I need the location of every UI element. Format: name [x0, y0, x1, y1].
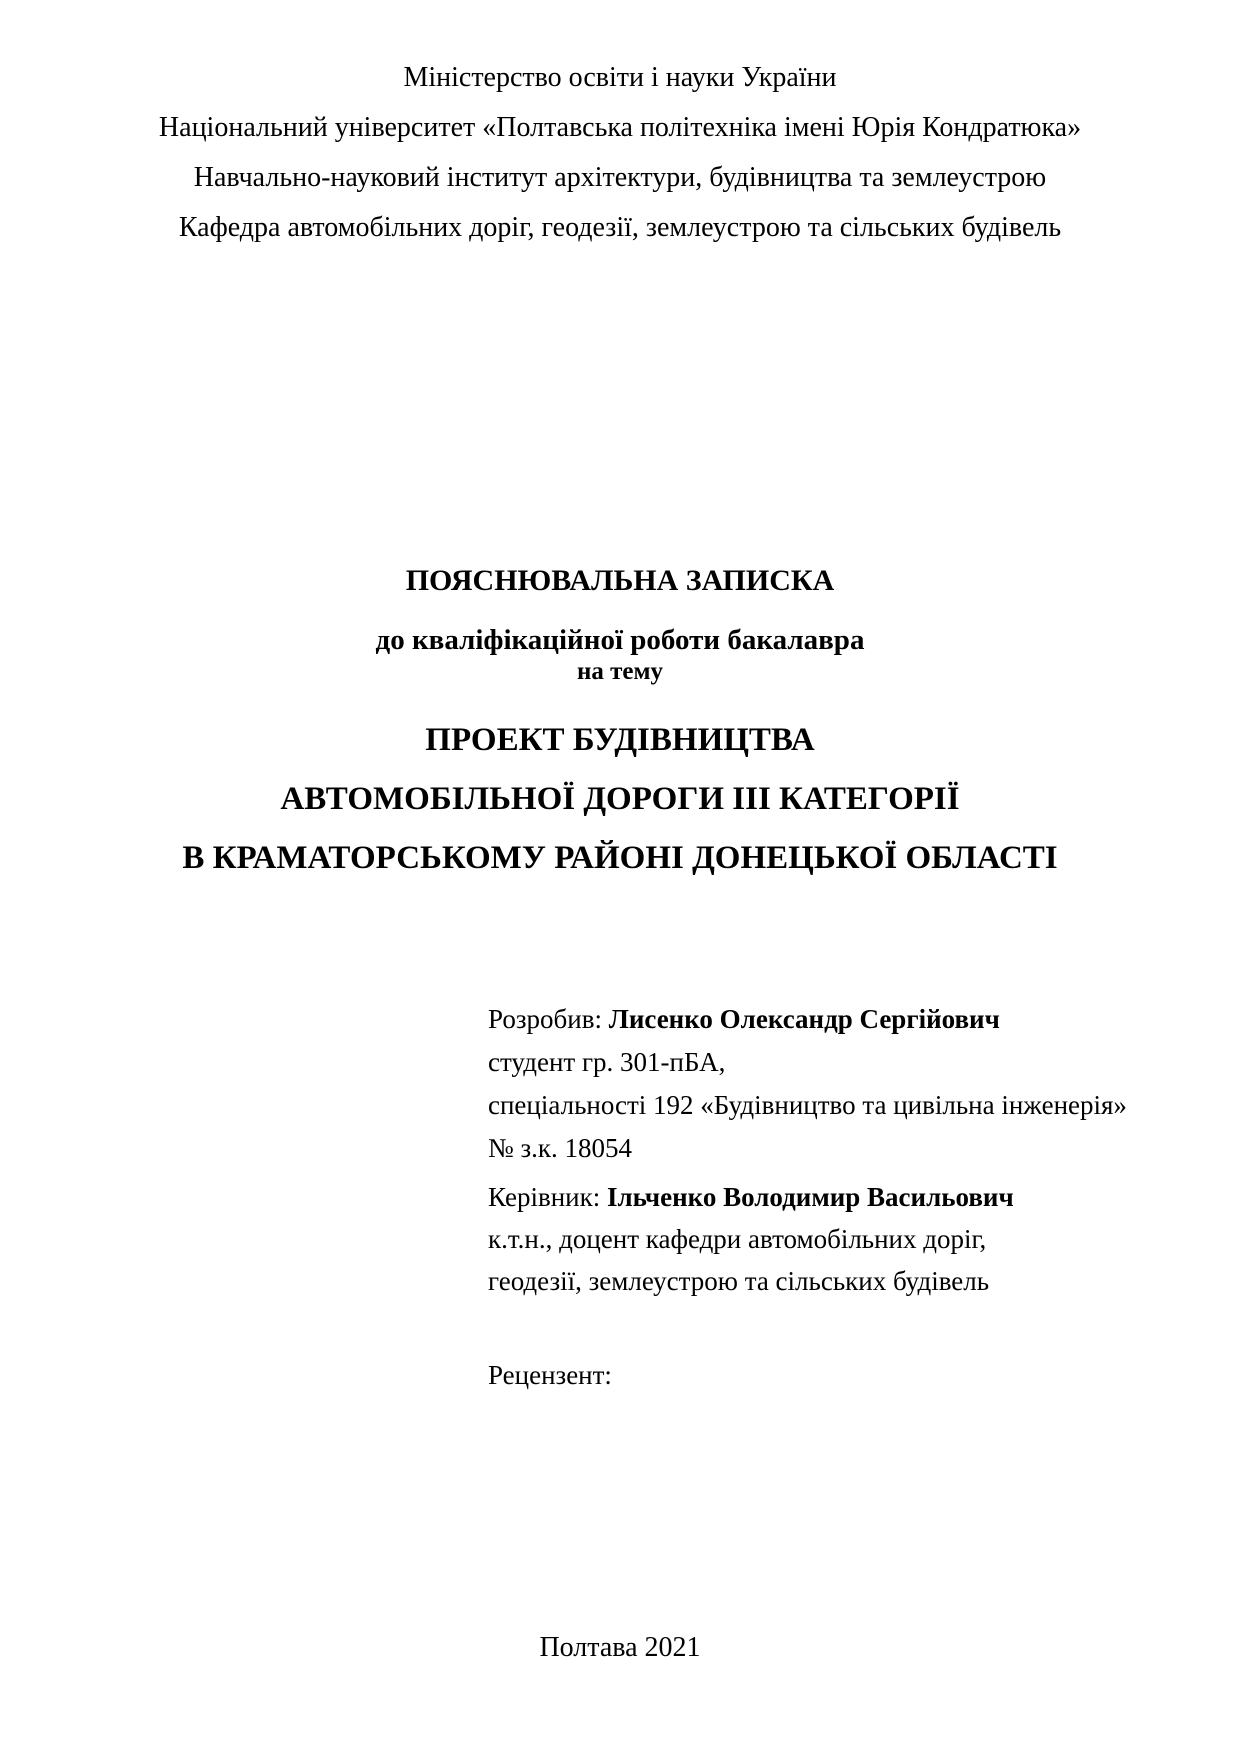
author-record-book: № з.к. 18054 — [488, 1133, 633, 1163]
ministry-name: Міністерство освіти і науки України — [403, 62, 837, 93]
document-type: ПОЯСНЮВАЛЬНА ЗАПИСКА — [405, 564, 835, 597]
author-group: студент гр. 301-пБА, — [488, 1047, 726, 1077]
city-year: Полтава 2021 — [539, 1632, 701, 1663]
supervisor-position-1: к.т.н., доцент кафедри автомобільних доріг, — [488, 1224, 987, 1254]
supervisor-name: Ільченко Володимир Васильович — [606, 1182, 1014, 1212]
author-line — [488, 1006, 1000, 1033]
document-subtitle: до кваліфікаційної роботи бакалавра — [375, 624, 865, 656]
supervisor-position-2: геодезії, землеустрою та сільських будівель — [488, 1266, 990, 1296]
topic-line-2: АВТОМОБІЛЬНОЇ ДОРОГИ ІІІ КАТЕГОРІЇ — [280, 781, 960, 817]
reviewer-label: Рецензент: — [488, 1360, 612, 1390]
university-name: Національний університет «Полтавська політехніка імені Юрія Кондратюка» — [158, 112, 1082, 143]
on-topic-label: на тему — [576, 658, 664, 685]
supervisor-label: Керівник: — [488, 1182, 601, 1212]
author-label: Розробив: — [488, 1004, 602, 1034]
supervisor-line — [488, 1184, 1014, 1211]
topic-line-1: ПРОЕКТ БУДІВНИЦТВА — [425, 722, 815, 758]
topic-line-3: В КРАМАТОРСЬКОМУ РАЙОНІ ДОНЕЦЬКОЇ ОБЛАСТІ — [182, 840, 1058, 876]
department-name: Кафедра автомобільних доріг, геодезії, землеустрою та сільських будівель — [178, 212, 1062, 243]
author-name: Лисенко Олександр Сергійович — [608, 1004, 1000, 1034]
institute-name: Навчально-науковий інститут архітектури, будівництва та землеустрою — [193, 162, 1047, 193]
author-specialty: спеціальності 192 «Будівництво та цивільна інженерія» — [488, 1090, 1127, 1120]
